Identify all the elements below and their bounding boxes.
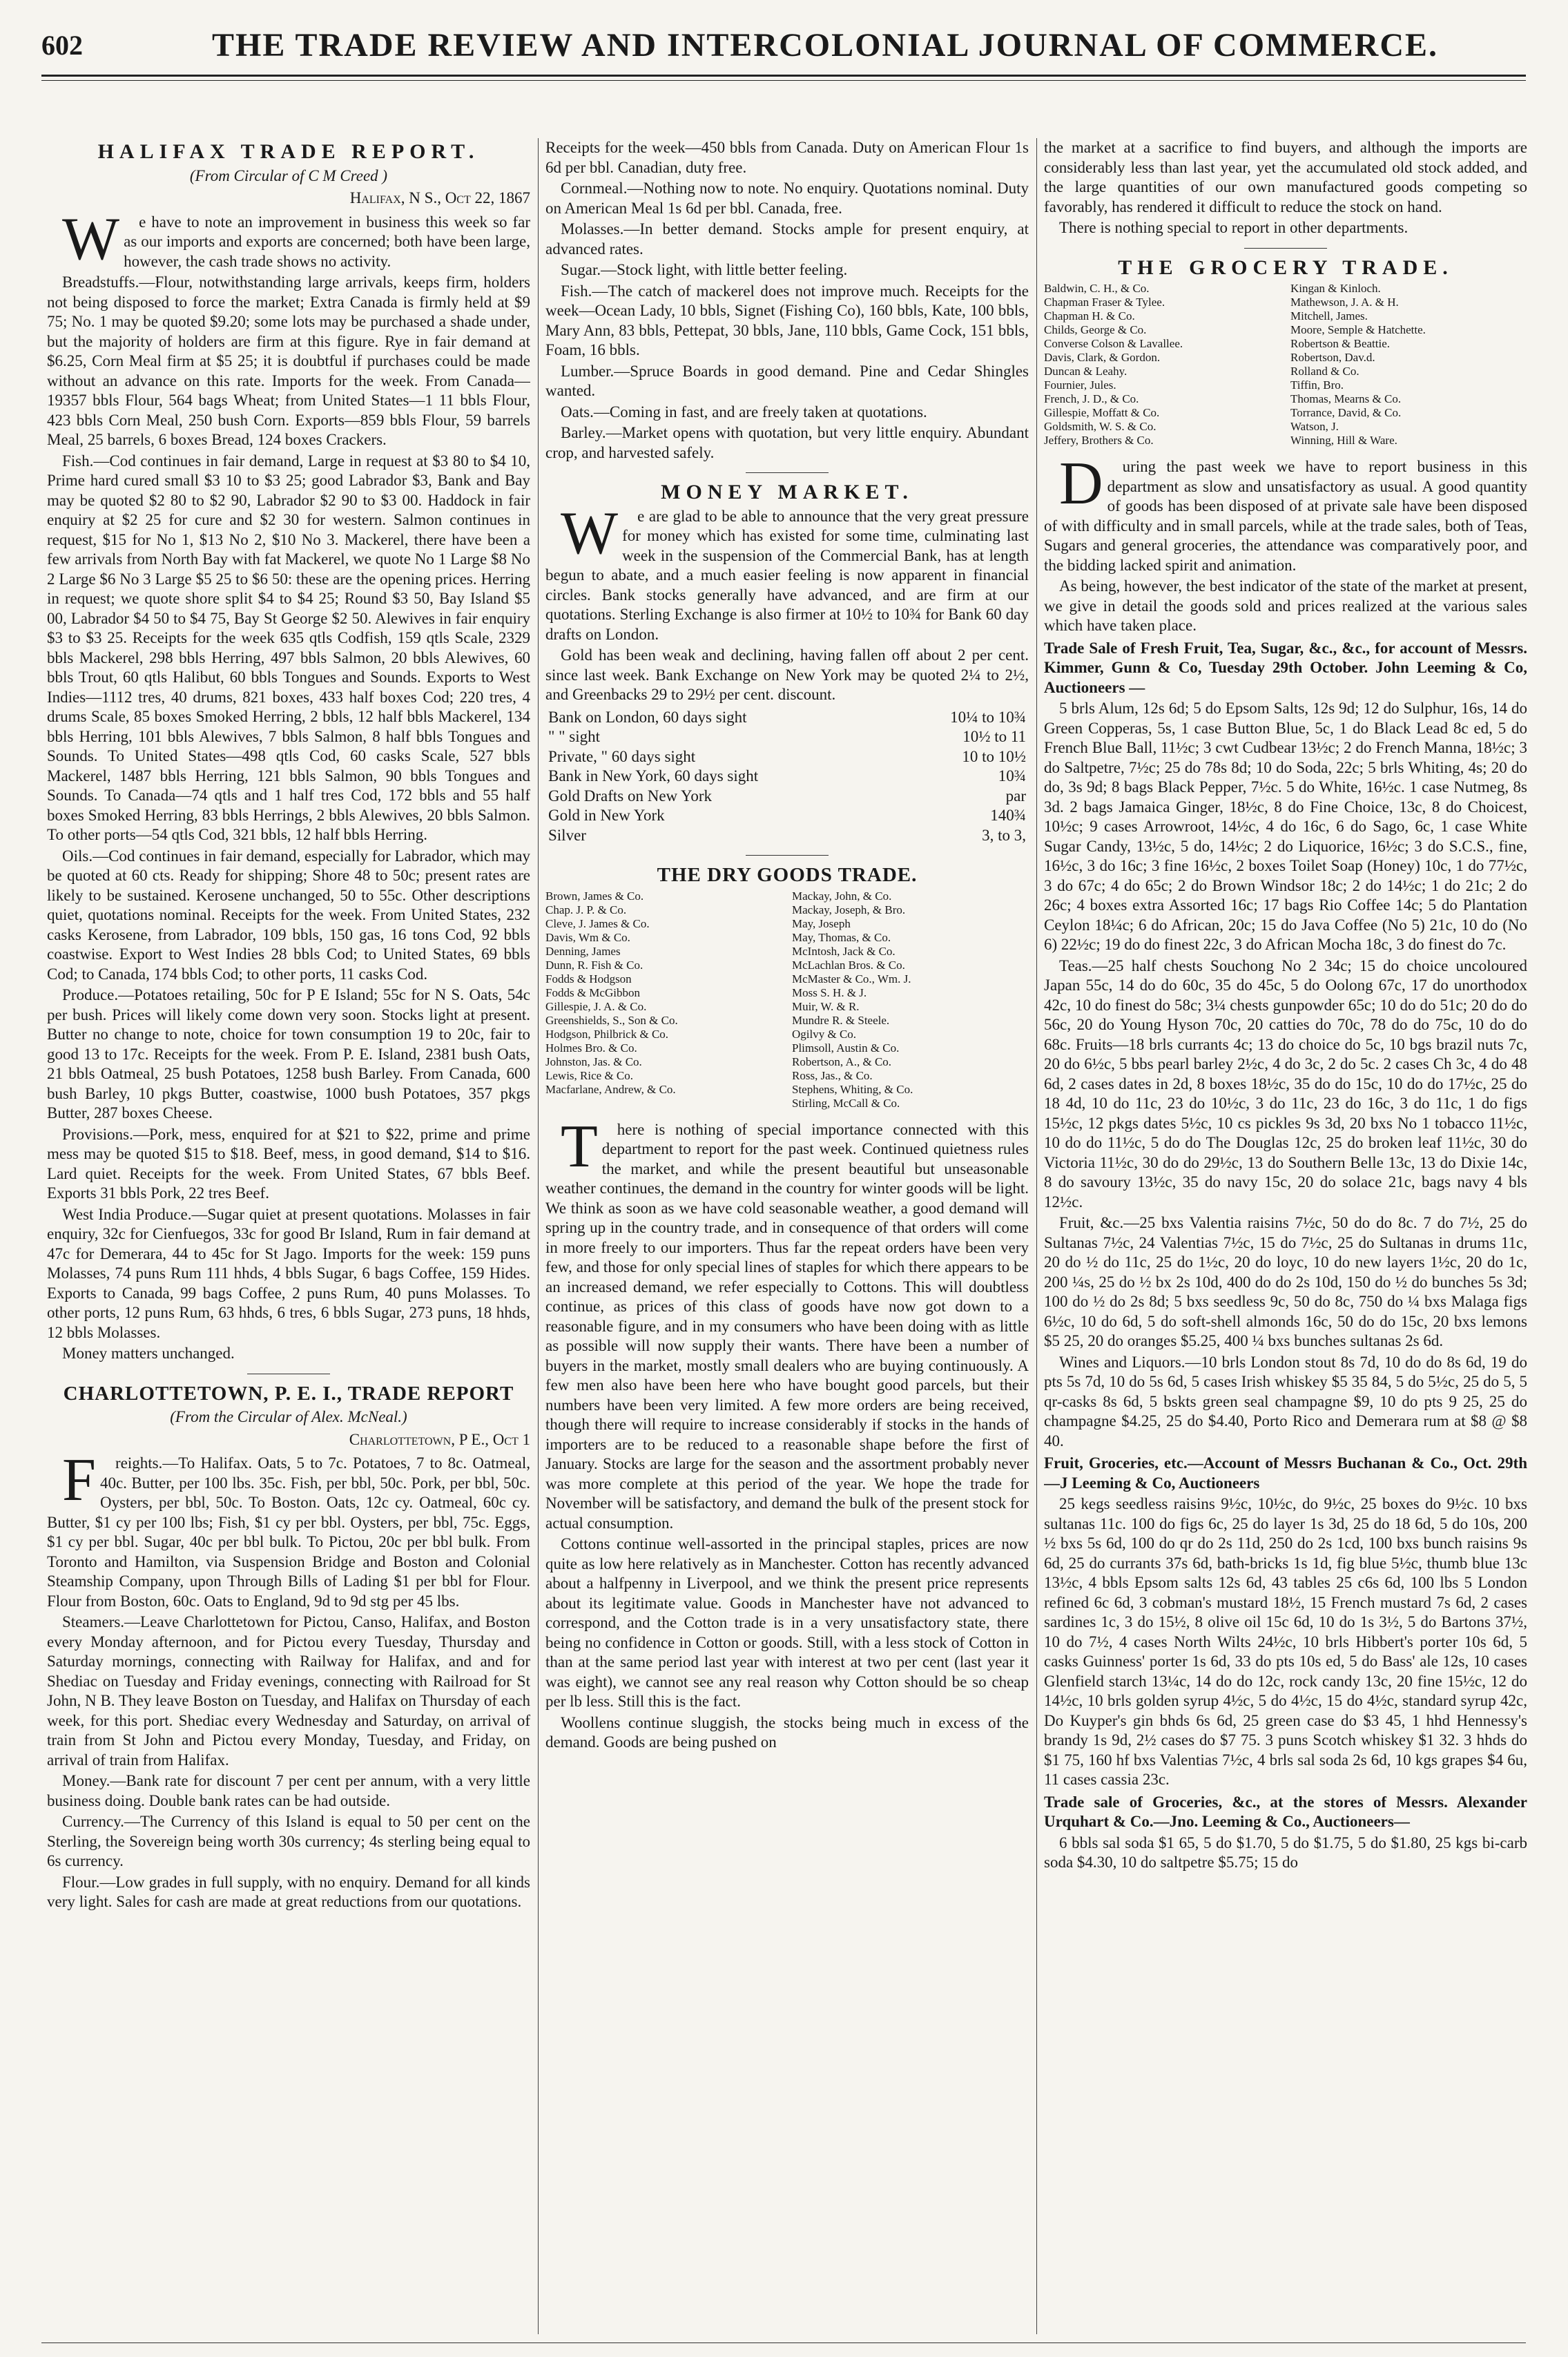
firm-name: Chap. J. P. & Co. [545, 903, 627, 916]
firm-name [545, 1097, 782, 1110]
money-paragraph: Gold has been weak and declining, having fallen off about 2 per cent. since last week. Bank Exchange on New York may be quoted 2¼ to 2½, and Greenbacks 29 to 29½ per cent. discount. [545, 646, 1029, 703]
halifax-paragraph: Breadstuffs.—Flour, notwithstanding large arrivals, keeps firm, holders not being disposed to force the market; Extra Canada is firmly held at $9 75; No. 1 may be quoted $9.20; some lots may be purchased a shade under, but the majority of holders are firm at this figure. Rye in fair demand at $6.25, Corn Meal firm at $5 25; it is doubtful if purchases could be made without an advance on this rate. Imports for the week. From Canada—19357 bbls Flour, 564 bags Wheat; from United States—1 11 bbls Flour, 423 bbls Corn Meal, 250 bush Corn. Exports—859 bbls Flour, 59 barrels Meal, 25 barrels, 6 boxes Bread, 124 boxes Crackers. [47, 273, 530, 448]
rate-label: Bank on London, 60 days sight [548, 708, 747, 726]
halifax-paragraph: Money matters unchanged. [62, 1345, 235, 1362]
firm-name: Rolland & Co. [1290, 365, 1359, 378]
firm-name: Denning, James [545, 944, 621, 958]
halifax-paragraph: West India Produce.—Sugar quiet at present quotations. Molasses in fair enquiry, 32c for Cienfuegos, 33c for good Br Island, Rum in fair demand at 47c for Demerara, 44 to 45c for St Jago. Imports for the week: 159 puns Molasses, 74 puns Rum 111 hhds, 4 bbls Sugar, 6 bags Coffee, 159 Hides. Exports to Canada, 99 bags Coffee, 2 puns Rum, 40 puns Molasses. To other ports, 12 puns Rum, 63 hhds, 6 tres, 6 bbls Sugar, 273 puns, 18 hhds, 12 bbls Molasses. [47, 1205, 530, 1341]
firm-name: Mathewson, J. A. & H. [1290, 296, 1399, 309]
charlottetown-continued: Receipts for the week—450 bbls from Canada. Duty on American Flour 1s 6d per bbl. Canadian, duty free. [545, 139, 1029, 176]
charlottetown-paragraph: Flour.—Low grades in full supply, with no enquiry. Demand for all kinds very light. Sales for cash are made at great reductions from our quotations. [47, 1873, 530, 1910]
firm-name: Robertson, A., & Co. [792, 1055, 892, 1068]
firm-name: Macfarlane, Andrew, & Co. [545, 1082, 676, 1096]
firm-name: Jeffery, Brothers & Co. [1044, 434, 1154, 447]
charlottetown-dateline: Charlottetown, P E., Oct 1 [349, 1430, 530, 1448]
firm-name: Duncan & Leahy. [1044, 365, 1127, 378]
dry-goods-paragraph: Cottons continue well-assorted in the principal staples, prices are now quite as low here relatively as in Manchester. Cotton has recently advanced about a halfpenny in Liverpool, and we think the present price represents about its legitimate value. Goods in Manchester have not advanced to correspond, and the Cotton trade is in a very unsatisfactory state, there being no confidence in Cotton or goods. Still, with a less stock of Cotton in than at the same period last year with interest at two per cent (last year it was eight), we cannot see any real reason why Cotton should be so cheap per lb less. Still this is the fact. [545, 1535, 1029, 1710]
firm-name: McLachlan Bros. & Co. [792, 958, 905, 972]
firm-name: Dunn, R. Fish & Co. [545, 958, 643, 972]
firm-name: Tiffin, Bro. [1290, 378, 1344, 392]
charlottetown-continued: Cornmeal.—Nothing now to note. No enquiry. Quotations nominal. Duty on American Meal 1s 6d per bbl. Canada, free. [545, 180, 1029, 217]
halifax-paragraph: We have to note an improvement in business this week so far as our imports and exports are concerned; both have been large, however, the cash trade shows no activity. [62, 205, 530, 273]
charlottetown-heading: CHARLOTTETOWN, P. E. I., TRADE REPORT [63, 1382, 514, 1405]
table-row [545, 727, 1029, 747]
column-divider [538, 138, 539, 2334]
rate-value: 10 to 10½ [962, 747, 1026, 765]
journal-title: THE TRADE REVIEW AND INTERCOLONIAL JOURNAL OF COMMERCE. [211, 27, 1438, 64]
table-row [545, 708, 1029, 728]
section-separator [1244, 248, 1327, 249]
firm-name: Brown, James & Co. [545, 889, 644, 903]
rate-label: Bank in New York, 60 days sight [548, 767, 759, 785]
rate-value: par [1005, 787, 1026, 805]
firm-name: Johnston, Jas. & Co. [545, 1055, 642, 1068]
firm-name: Plimsoll, Austin & Co. [792, 1041, 900, 1055]
firm-name: Hodgson, Philbrick & Co. [545, 1027, 669, 1041]
charlottetown-paragraph: Freights.—To Halifax. Oats, 5 to 7c. Potatoes, 7 to 8c. Oatmeal, 40c. Butter, per 100 lbs. 35c. Fish, per bbl, 50c. Pork, per bbl, 50c. Oysters, per bbl, 50c. To Boston. Oats, 12c cy. Oatmeal, 60c cy. Butter, $1 cy per 100 lbs; Fish, $1 cy per bbl. Oysters, per bbl, 75c. Eggs, $1 cy per bbl. Sugar, 40c per bbl bulk. To Pictou, 20c per bbl bulk. From Toronto and Hamilton, via Suspension Bridge and Boston and Colonial Steamship Company, upon Through Bills of Lading $1 per bbl for Flour. Flour from Boston, 60c. Oats to England, 9d to 9d stg per 45 lbs. [47, 1447, 530, 1610]
firm-name: Gillespie, J. A. & Co. [545, 999, 647, 1013]
firm-name: Robertson, Dav.d. [1290, 351, 1375, 364]
sale-paragraph: 6 bbls sal soda $1 65, 5 do $1.70, 5 do $1.75, 5 do $1.80, 25 kgs bi-carb soda $4.30, 10 do saltpetre $5.75; 15 do [1044, 1834, 1527, 1871]
firm-name: Ogilvy & Co. [792, 1027, 857, 1041]
sale-paragraph: 5 brls Alum, 12s 6d; 5 do Epsom Salts, 12s 9d; 12 do Sulphur, 16s, 14 do Green Copperas, 5s, 1 case Button Blue, 5c, 1 do Black Lead 8c ed, 5 do French Blue Ball, 11½c; 3 cwt Cudbear 13½c; 2 do French Manna, 18½c; 3 do Saltpetre, 7½c; 25 do 78s 8d; 10 do Soda, 22c; 5 brls Whiting, 4s; 20 do do, 3s 9d; 8 bags Black Pepper, 7½c. 5 do White, 16½c. 1 case Nutmeg, 8s 3d. 2 bags Jamaica Ginger, 18½c, 8 do Fine Choice, 13c, 8 do Choicest, 10½c; 9 cases Arrowroot, 14½c, 4 do 16c, 6 do Sago, 6c, 1 case White Sugar Candy, 13½c, 5 do, 14½c; 2 do Liquorice, 16½c; 3 do S.C.S., fine, 16½c, 3 do 16c; 3 fine 16½c, 2 boxes Toilet Soap (Honey) 10c, 1 do 77½c, 3 do 67c; 4 do 65c; 2 do Brown Windsor 18c; 2 do 14½c; 1 do 21c; 2 do 26c; 4 boxes extra Assorted 16c; 17 bags Rio Coffee 14c; 5 do Plantation Ceylon 18¼c; 6 do African, 20c; 15 do Java Coffee (No 5) 21c, 10 do (No 6) 22½c; 19 do do finest 22c, 3 do African Mocha 18c, 3 do finest do 7c. [1044, 700, 1527, 953]
firm-name: Holmes Bro. & Co. [545, 1041, 637, 1055]
rate-label: Gold Drafts on New York [548, 787, 713, 805]
masthead-rule [41, 75, 1526, 77]
table-row [545, 787, 1029, 807]
table-row [545, 806, 1029, 826]
charlottetown-continued: Sugar.—Stock light, with little better feeling. [561, 261, 848, 278]
exchange-rates-table [545, 708, 1029, 846]
firm-name: Fodds & McGibbon [545, 985, 640, 999]
firm-name: Muir, W. & R. [792, 999, 860, 1013]
rate-label: " " sight [548, 728, 601, 745]
rate-value: 10½ to 11 [962, 728, 1026, 745]
firm-name: Converse Colson & Lavallee. [1044, 337, 1183, 350]
firm-name: Davis, Wm & Co. [545, 930, 630, 944]
sale-paragraph: 25 kegs seedless raisins 9½c, 10½c, do 9½c, 25 boxes do 9½c. 10 bxs sultanas 11c. 100 do figs 6c, 25 do layer 1s 3d, 25 do 18 6d, 5 do 10s, 200 ½ bxs 5s 6d, 100 do qr do 2s 11d, 250 do 2s 1cd, 100 bxs bunch raisins 9s 6d, 25 do currants 37s 6d, bath-bricks 1s 1d, fig blue 5½c, thumb blue 13c 13½c, 4 bbls Epsom salts 12s 6d, 43 tables 25 c6s 6d, 100 lbs 5 London refined 6c 6d, 3 cobman's mustard 18½, 15 French mustard 7s 6d, 2 cases sardines 1c, 3 do 15½, 8 olive oil 15c 6d, 10 do 1s 3½, 5 do Bartons 37½, 10 do 7½, 4 cases North Wilts 24½c, 10 brls Hibbert's porter 10s 6d, 5 casks Guinness' porter 1s 6d, 33 do pts 10s ed, 5 do Bass' ale 12s, 10 cases Glenfield starch 13¼c, 14 do do 12c, rock candy 13c, 20 fine 15½c, 12 do 14½c, 10 brls golden syrup 4½c, 5 do 4½c, 15 do 4½c, standard syrup 42c, Do Kuyper's gin bhds 6s 6d, 25 green case do $3 45, 1 hhd Hennessy's brandy 1s 9d, 2½ cases do $7 75. 3 puns Scotch whiskey $1 32. 3 hhds do $1 75, 160 hf bxs Valentias 7½c, 4 brls sal soda 2s 6d, 10 kgs grapes $4 6u, 11 cases cassia 23c. [1044, 1495, 1527, 1788]
section-separator [746, 472, 829, 473]
firm-name: Robertson & Beattie. [1290, 337, 1391, 350]
firm-name: Goldsmith, W. S. & Co. [1044, 420, 1156, 433]
grocery-firm-list [1044, 282, 1527, 448]
firm-name: Childs, George & Co. [1044, 323, 1147, 336]
rate-value: 140¾ [990, 807, 1026, 824]
firm-name: Chapman Fraser & Tylee. [1044, 296, 1165, 309]
page-number: 602 [41, 30, 83, 61]
firm-name: Mackay, John, & Co. [792, 889, 892, 903]
charlottetown-continued: Lumber.—Spruce Boards in good demand. Pine and Cedar Shingles wanted. [545, 362, 1029, 399]
firm-name: McIntosh, Jack & Co. [792, 944, 896, 958]
firm-name: Moore, Semple & Hatchette. [1290, 323, 1426, 336]
firm-name: Thomas, Mearns & Co. [1290, 392, 1402, 405]
rate-value: 10¼ to 10¾ [950, 708, 1026, 726]
masthead [41, 19, 1526, 68]
firm-name: French, J. D., & Co. [1044, 392, 1139, 405]
firm-name: Torrance, David, & Co. [1290, 406, 1402, 419]
rate-label: Private, " 60 days sight [548, 747, 696, 765]
column-3 [1044, 138, 1527, 2334]
rate-label: Gold in New York [548, 807, 665, 824]
grocery-heading: THE GROCERY TRADE. [1118, 256, 1453, 279]
sale-paragraph: Fruit, &c.—25 bxs Valentia raisins 7½c, 50 do do 8c. 7 do 7½, 25 do Sultanas 7½c, 24 Valentias 7½c, 15 do 7½c, 25 do Sultanas in drums 11c, 20 do ½ do 11c, 25 do 1½c, 20 do loyc, 10 do new layers 1½c, 20 do 1c, 200 ¼s, 25 do ½ bx 2s 10d, 400 do do 2s 10d, 150 do ½ do bunches 5s 3d; 100 do ½ do 2s 8d; 5 bxs seedless 9c, 50 do 8c, 750 do ¼ bxs Malaga figs 6½c, 10 do 6d, 5 do soft-shell almonds 16c, 50 do do 15c, 20 bxs lemons $5 25, 20 do oranges $5.25, 400 ¼ bxs bunches sultanas 2s 6d. [1044, 1214, 1527, 1349]
dry-goods-paragraph: Woollens continue sluggish, the stocks being much in excess of the demand. Goods are being pushed on [545, 1713, 1029, 1751]
firm-name: Mitchell, James. [1290, 309, 1368, 323]
halifax-paragraph: Produce.—Potatoes retailing, 50c for P E Island; 55c for N S. Oats, 54c per bush. Prices will likely come down very soon. Stocks light at present. Butter no change to note, choice for town consumption 19 to 20c, fair to good 13 to 17c. Receipts for the week. From P. E. Island, 2381 bush Oats, 21 bbls Oatmeal, 25 bush Potatoes, 1258 bush Barley. From Canada, 600 bush Barley, 10 pkgs Butter, coastwise, 1000 bush Potatoes, 357 pkgs Butter, 287 boxes Cheese. [47, 986, 530, 1122]
column-divider [1036, 138, 1037, 2334]
charlottetown-source: (From the Circular of Alex. McNeal.) [170, 1408, 407, 1425]
firm-name: Cleve, J. James & Co. [545, 916, 650, 930]
firm-name: Mundre R. & Steele. [792, 1013, 890, 1027]
firm-name: Ross, Jas., & Co. [792, 1068, 873, 1082]
rate-value: 10¾ [998, 767, 1026, 785]
charlottetown-paragraph: Steamers.—Leave Charlottetown for Pictou, Canso, Halifax, and Boston every Monday afternoon, and for Pictou every Tuesday, Thursday and Saturday mornings, connecting with Railway for Halifax, and and for Shediac on Tuesday and Friday evenings, connecting with Railroad for St John, N B. They leave Boston on Tuesday, and Halifax on Thursday of each week, for this port. Shediac every Wednesday and Saturday, on arrival of train from St John and Pictou every Monday, Tuesday, and Friday, on arrival of train from Halifax. [47, 1613, 530, 1769]
table-row [545, 747, 1029, 767]
charlottetown-continued: Fish.—The catch of mackerel does not improve much. Receipts for the week—Ocean Lady, 10 bbls, Signet (Fishing Co), 160 bbls, Kate, 100 bbls, Mary Ann, 83 bbls, Pettepat, 30 bbls, Jane, 110 bbls, Game Cock, 151 bbls, Foam, 16 bbls. [545, 282, 1029, 358]
halifax-paragraph: Provisions.—Pork, mess, enquired for at $21 to $22, prime and prime mess may be quoted $15 to $18. Beef, mess, in good demand, $14 to $16. Lard quiet. Receipts for the week. From United States, 67 bbls Beef. Exports 31 bbls Pork, 22 tres Beef. [47, 1125, 530, 1202]
firm-name: May, Joseph [792, 916, 851, 930]
firm-name: Watson, J. [1290, 420, 1339, 433]
table-row [545, 767, 1029, 787]
section-separator [746, 855, 829, 856]
halifax-dateline: Halifax, N S., Oct 22, 1867 [349, 189, 530, 206]
grocery-paragraph: During the past week we have to report business in this department as slow and unsatisfactory as usual. A good quantity of goods has been disposed of at private sale have been disposed of with difficulty and in small parcels, while at the trade sales, both of Teas, Sugars and general groceries, the attendance was comparatively poor, and the bidding lacked spirit and animation. [1044, 450, 1527, 574]
firm-name: Winning, Hill & Ware. [1290, 434, 1397, 447]
column-2 [545, 138, 1029, 2334]
firm-name: Stephens, Whiting, & Co. [792, 1082, 913, 1096]
firm-name: Fodds & Hodgson [545, 972, 632, 985]
firm-name: McMaster & Co., Wm. J. [792, 972, 911, 985]
rate-value: 3, to 3, [982, 826, 1026, 844]
dry-goods-heading: THE DRY GOODS TRADE. [657, 864, 918, 886]
firm-name: May, Thomas, & Co. [792, 930, 891, 944]
dry-goods-firm-list [545, 889, 1029, 1110]
sale-paragraph: Teas.—25 half chests Souchong No 2 34c; 15 do choice uncoloured Japan 55c, 14 do do 60c, 35 do 45c, 5 do Oolong 67c, 17 do unorthodox 42c, 10 do finest do 58c; 3¼ chests gunpowder 65c; 10 do do 51c; 20 do do 56c, 20 do Young Hyson 70c, 20 catties do 70c, 78 do do 75c, 10 do do 68c. Fruits—18 brls currants 4c; 13 do choice do 5c, 10 bgs brazil nuts 7c, 20 do 6½c, 5 bbs pearl barley 2½c, 4 do 3c, 2 do 5c. 2 cases Ch 3c, 4 do 48 6d, 2 cases dates in 2d, 8 boxes 18½c, 35 do do 15c, 10 do do 17½c, 25 do 18 4d, 10 do 11c, 23 do 10½c, 3 do 11c, 23 do 16c, 3 do 11c, 1 do figs 15½c, 12 pkgs dates 5½c, 10 cs pickles 9s 3d, 20 bxs No 1 tobacco 11½c, 10 do do 11½c, 5 do do The Douglas 12c, 25 do broken leaf 11½c, 30 do Victoria 11½c, 30 do do 29½c, 13 do Southern Belle 13c, 13 do Dixie 14c, 8 do savoury 13½c, 35 do navy 15c, 20 do solace 21c, bags navy 4 bls 12½c. [1044, 956, 1527, 1211]
firm-name: Lewis, Rice & Co. [545, 1068, 634, 1082]
charlottetown-continued: Oats.—Coming in fast, and are freely taken at quotations. [561, 403, 927, 421]
firm-name: Mackay, Joseph, & Bro. [792, 903, 906, 916]
halifax-heading: HALIFAX TRADE REPORT. [97, 140, 480, 163]
money-paragraph: We are glad to be able to announce that the very great pressure for money which has existed for some time, culminating last week in the suspension of the Commercial Bank, has at length begun to abate, and a much easier feeling is now apparent in financial circles. Bank stocks generally have advanced, and are firm at our quotations. Sterling Exchange is also firmer at 10½ to 10¾ for Bank 60 day drafts on London. [545, 499, 1029, 643]
halifax-paragraph: Oils.—Cod continues in fair demand, especially for Labrador, which may be quoted at 60 cts. Ready for shipping; Shore 48 to 50c; present rates are likely to be sustained. Kerosene unchanged, 50 to 55c. Other descriptions quiet, quotations nominal. Receipts for the week. From United States, 232 casks Kerosene, from Labrador, 109 bbls, 150 gas, 16 tons Cod, 92 bbls coastwise. Export to West Indies 28 bbls Cod; to United States, 69 bbls Cod; to Canada, 174 bbls Cod; to other ports, 11 casks Cod. [47, 847, 530, 983]
firm-name: Fournier, Jules. [1044, 378, 1116, 392]
sale-paragraph: Wines and Liquors.—10 brls London stout 8s 7d, 10 do do 8s 6d, 19 do pts 5s 7d, 10 do 5s 6d, 5 cases Irish whiskey $5 35 84, 5 do 5½c, 25 do 5, 5 qr-casks 8s 6d, 5 bskts green seal champagne $9, 10 do pts 9 25, 25 do champagne $4.25, 25 do $4.40, Porto Rico and Demerara rum at $8 @ $8 40. [1044, 1353, 1527, 1450]
charlottetown-paragraph: Currency.—The Currency of this Island is equal to 50 per cent on the Sterling, the Sovereign being worth 30s currency; 4s sterling being equal to 6s currency. [47, 1813, 530, 1869]
charlottetown-continued: Molasses.—In better demand. Stocks ample for present enquiry, at advanced rates. [545, 220, 1029, 258]
dry-goods-continued: There is nothing special to report in other departments. [1059, 219, 1409, 236]
sale-heading: Fruit, Groceries, etc.—Account of Messrs Buchanan & Co., Oct. 29th—J Leeming & Co, Auctioneers [1044, 1454, 1527, 1492]
firm-name: Baldwin, C. H., & Co. [1044, 282, 1150, 295]
sale-heading: Trade sale of Groceries, &c., at the stores of Messrs. Alexander Urquhart & Co.—Jno. Leeming & Co., Auctioneers— [1044, 1793, 1527, 1830]
grocery-paragraph: As being, however, the best indicator of the state of the market at present, we give in detail the goods sold and prices realized at the various sales which have taken place. [1044, 577, 1527, 634]
masthead-rule-thin [41, 80, 1526, 81]
dry-goods-paragraph: There is nothing of special importance connected with this department to report for the past week. Continued quietness rules the market, and while the present beautiful but unseasonable weather continues, the demand in the country for winter goods will be light. We think as soon as we have cold seasonable weather, a good demand will spring up in the country trade, and in consequence of that orders will come in more freely to our importers. Thus far the repeat orders have been very few, and those for only special lines of staples for which there appears to be an increased demand, we refer especially to Cottons. This will doubtless continue, as prices of this class of goods have now got down to a reasonable figure, and in my consumers who have been doing with as little as possible will now supply their wants. There have been a number of buyers in the market, mostly small dealers who are buying continuously. A few men also have been here who have bought good parcels, but their numbers have been very limited. A few more orders are being received, though there will require to increase considerably if stocks in the hands of importers are to be reduced to a reasonable shape before the first of January. Stocks are large for the season and the assortment probably never was more complete at this period of the year. We hope the trade for November will be satisfactory, and demand the bulk of the present stock for actual consumption. [545, 1113, 1029, 1532]
sale-heading: Trade Sale of Fresh Fruit, Tea, Sugar, &c., &c., for account of Messrs. Kimmer, Gunn & Co, Tuesday 29th October. John Leeming & Co, Auctioneers — [1044, 639, 1527, 696]
firm-name: Davis, Clark, & Gordon. [1044, 351, 1161, 364]
firm-name: Moss S. H. & J. [792, 985, 867, 999]
column-1 [47, 138, 530, 2334]
firm-name: Stirling, McCall & Co. [792, 1096, 900, 1110]
charlottetown-paragraph: Money.—Bank rate for discount 7 per cent per annum, with a very little business doing. Double bank rates can be had outside. [47, 1772, 530, 1809]
rate-label: Silver [548, 826, 586, 844]
firm-name: Chapman H. & Co. [1044, 309, 1135, 323]
dry-goods-continued: the market at a sacrifice to find buyers, and although the imports are considerably less than last year, yet the accumulated old stock added, and the large quantities of our own manufactured goods competing so favorably, has rendered it difficult to reduce the stock on hand. [1044, 139, 1527, 215]
table-row [545, 826, 1029, 846]
halifax-paragraph: Fish.—Cod continues in fair demand, Large in request at $3 80 to $4 10, Prime hard cured small $3 10 to $3 25; good Labrador $3, Bank and Bay may be quoted $2 80 to $2 90, Labrador $2 90 to $3 00. Haddock in fair enquiry at $2 25 for cure and $2 30 for western. Salmon continues in request, $15 for No 1, $13 No 2, $10 No 3. Mackerel, there have been a few arrivals from North Bay with fat Mackerel, we quote No 1 Large $8 No 2 Large $6 No 3 Large $5 25 to $6 50: these are the opening prices. Herring in request; we quote shore split $4 to $4 25; Round $3 50, Bay Island $5 00, Labrador $4 50 to $4 75, Bay St George $2 50. Alewives in fair enquiry $3 to $3 25. Receipts for the week 635 qtls Codfish, 159 qtls Scale, 2329 bbls Mackerel, 298 bbls Herring, 497 bbls Salmon, 20 bbls Alewives, 60 bbls Trout, 60 qtls Halibut, 60 bbls Tongues and Sounds. Exports to West Indies—1112 tres, 40 drums, 821 boxes, 433 half boxes Cod; 220 tres, 4 drums Scale, 85 boxes Smoked Herring, 2 bbls, 12 half bbls Mackerel, 134 bbls Herring, 101 bbls Alewives, 7 bbls Salmon, 8 half bbls Tongues and Sounds. To United States—498 qtls Cod, 60 casks Scale, 527 bbls Mackerel, 1487 bbls Herring, 121 bbls Salmon, 90 bbls Tongues and Sounds. To Canada—74 qtls and 1 half tres Cod, 172 bbls and 55 half boxes Smoked Herring, 83 bbls Herrings, 2 bbls Alewives, 20 bbls Salmon. To other ports—54 qtls Cod, 321 bbls, 12 half bbls Herring. [47, 452, 530, 843]
halifax-source: (From Circular of C M Creed ) [189, 166, 388, 184]
firm-name: Kingan & Kinloch. [1290, 282, 1381, 295]
firm-name: Gillespie, Moffatt & Co. [1044, 406, 1160, 419]
firm-name: Greenshields, S., Son & Co. [545, 1013, 678, 1027]
money-market-heading: MONEY MARKET. [661, 481, 913, 503]
bottom-rule [41, 2342, 1526, 2343]
charlottetown-continued: Barley.—Market opens with quotation, but very little enquiry. Abundant crop, and harvested safely. [545, 424, 1029, 461]
